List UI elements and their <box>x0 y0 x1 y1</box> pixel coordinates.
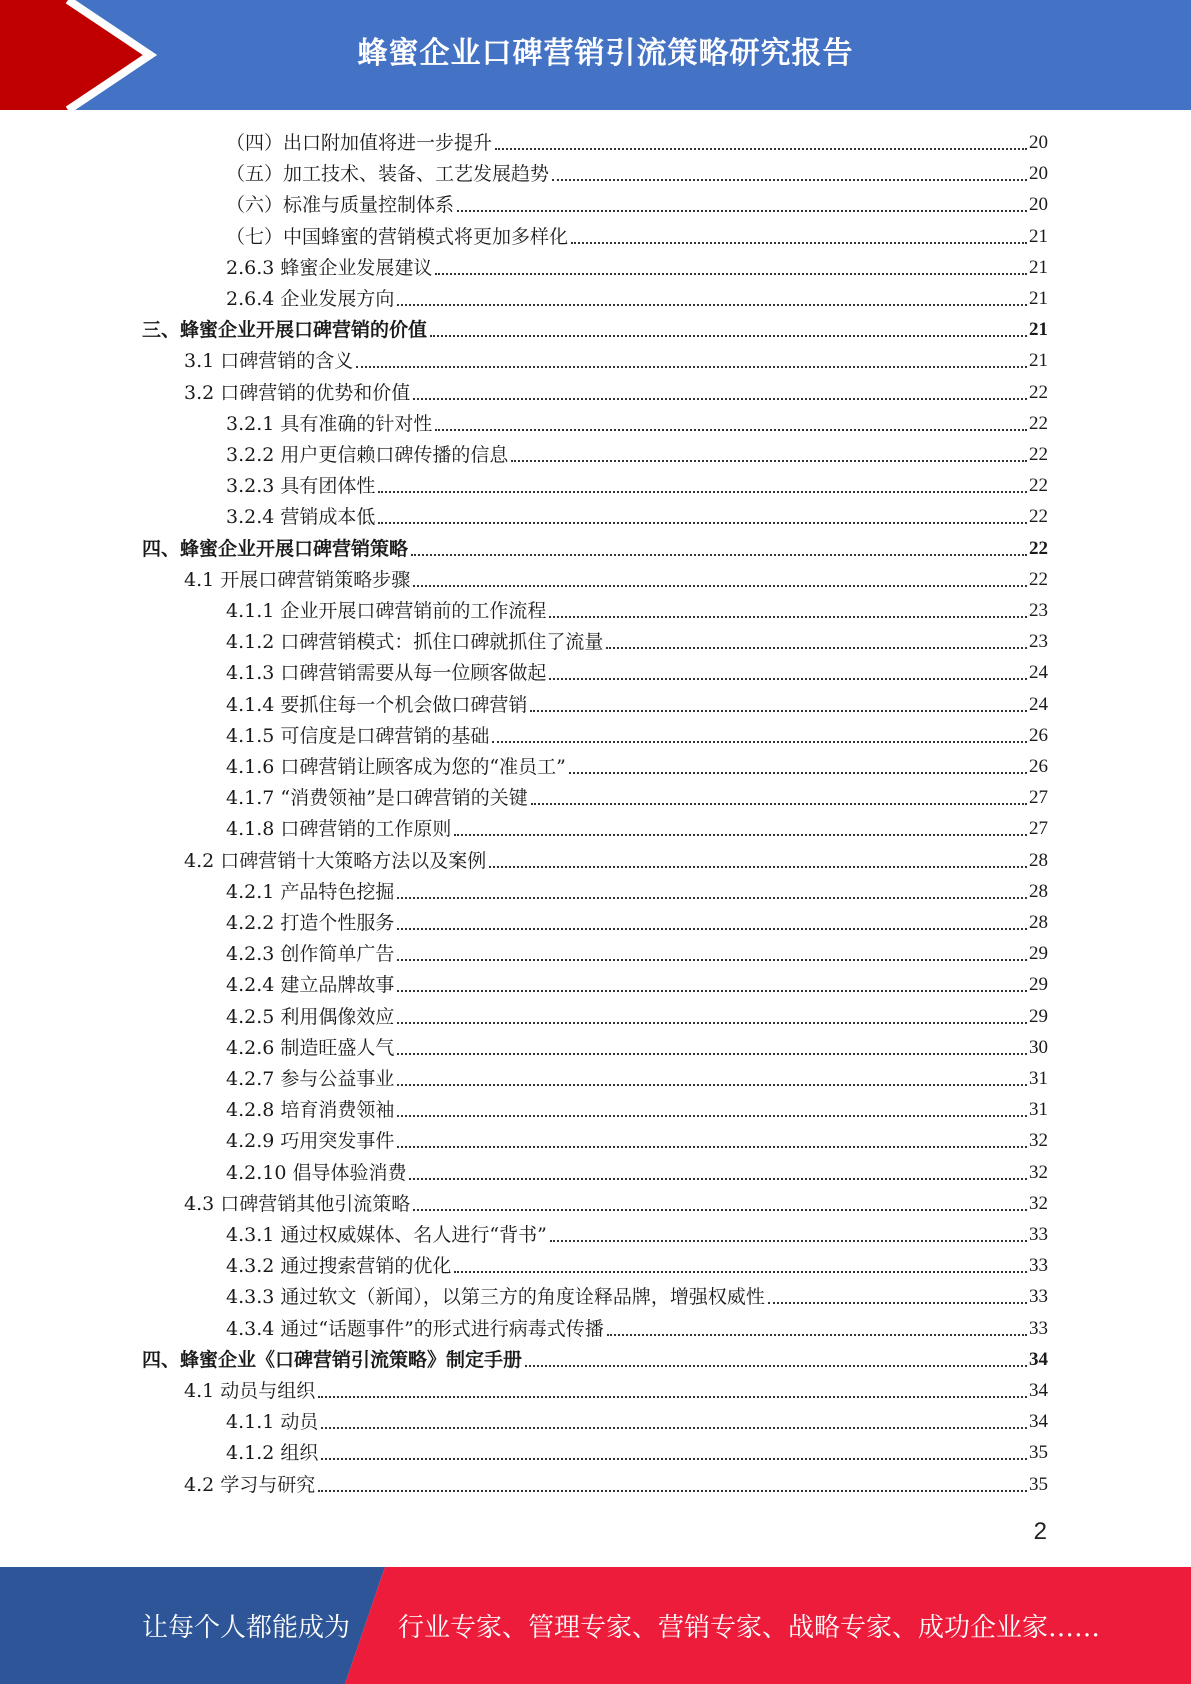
toc-entry[interactable] <box>184 1376 1048 1404</box>
toc-entry[interactable] <box>226 939 1048 967</box>
toc-leader-dots <box>550 1240 1027 1242</box>
footer-slogan-right: 行业专家、管理专家、营销专家、战略专家、成功企业家…… <box>398 1613 1101 1643</box>
toc-leader-dots <box>411 554 1027 556</box>
toc-leader-dots <box>435 429 1027 431</box>
toc-entry[interactable] <box>226 1064 1048 1092</box>
toc-entry[interactable] <box>226 1126 1048 1154</box>
toc-entry-title: 4.1.2 组织 <box>226 1442 319 1465</box>
toc-leader-dots <box>768 1302 1027 1304</box>
toc-leader-dots <box>549 616 1027 618</box>
toc-entry[interactable] <box>226 1033 1048 1061</box>
toc-entry-page: 20 <box>1029 194 1048 216</box>
toc-entry-page: 28 <box>1029 849 1048 871</box>
toc-entry-page: 32 <box>1029 1192 1048 1214</box>
toc-entry[interactable] <box>226 284 1048 312</box>
toc-entry-page: 22 <box>1029 381 1048 403</box>
toc-leader-dots <box>530 710 1027 712</box>
toc-leader-dots <box>397 897 1027 899</box>
toc-entry-page: 31 <box>1029 1068 1048 1089</box>
toc-entry[interactable] <box>226 222 1048 250</box>
toc-entry-title: 4.1.2 口碑营销模式：抓住口碑就抓住了流量 <box>226 631 604 654</box>
toc-entry[interactable] <box>226 970 1048 998</box>
toc-entry-title: 4.1.3 口碑营销需要从每一位顾客做起 <box>226 662 547 685</box>
toc-entry-title: 3.2.3 具有团体性 <box>226 475 376 498</box>
toc-entry-title: 4.2.7 参与公益事业 <box>226 1068 395 1090</box>
toc-leader-dots <box>397 990 1027 992</box>
page-footer <box>0 1567 1191 1684</box>
toc-entry[interactable] <box>226 752 1048 780</box>
toc-leader-dots <box>571 242 1027 244</box>
toc-entry-page: 24 <box>1029 662 1048 684</box>
toc-entry-page: 29 <box>1029 943 1048 965</box>
toc-leader-dots <box>397 1115 1027 1117</box>
toc-entry-title: 4.1 动员与组织 <box>184 1380 316 1402</box>
toc-entry-title: 4.3.4 通过“话题事件”的形式进行病毒式传播 <box>226 1317 604 1340</box>
toc-leader-dots <box>413 585 1027 587</box>
toc-entry-page: 28 <box>1029 880 1048 902</box>
toc-entry-title: 4.1.8 口碑营销的工作原则 <box>226 818 452 841</box>
toc-entry-page: 21 <box>1029 256 1048 278</box>
toc-entry[interactable] <box>184 346 1048 374</box>
toc-entry-page: 21 <box>1029 225 1048 247</box>
toc-entry[interactable] <box>226 1407 1048 1435</box>
toc-leader-dots <box>321 1458 1027 1460</box>
report-title: 蜂蜜企业口碑营销引流策略研究报告 <box>357 36 854 71</box>
toc-leader-dots <box>378 522 1027 524</box>
toc-entry-title: 3.1 口碑营销的含义 <box>184 350 354 373</box>
toc-entry[interactable] <box>226 409 1048 437</box>
toc-leader-dots <box>531 803 1027 805</box>
toc-entry[interactable] <box>226 1002 1048 1030</box>
page-number: 2 <box>1033 1518 1047 1545</box>
toc-entry-title: 4.1 开展口碑营销策略步骤 <box>184 568 411 591</box>
toc-entry[interactable] <box>226 814 1048 842</box>
toc-entry-title: 4.1.1 动员 <box>226 1411 319 1434</box>
toc-entry[interactable] <box>184 565 1048 593</box>
toc-entry-title: 4.3.2 通过搜索营销的优化 <box>226 1255 452 1278</box>
toc-entry-page: 32 <box>1029 1130 1048 1152</box>
toc-entry-title: （四）出口附加值将进一步提升 <box>226 132 493 154</box>
toc-entry-page: 27 <box>1029 818 1048 840</box>
toc-entry-page: 29 <box>1029 1005 1048 1027</box>
toc-entry-title: 4.2.6 制造旺盛人气 <box>226 1036 395 1059</box>
toc-leader-dots <box>525 1365 1027 1367</box>
toc-entry[interactable] <box>226 721 1048 749</box>
toc-entry-title: 4.1.4 要抓住每一个机会做口碑营销 <box>226 693 528 716</box>
toc-entry-title: （七）中国蜂蜜的营销模式将更加多样化 <box>226 225 569 248</box>
toc-leader-dots <box>489 866 1027 868</box>
toc-leader-dots <box>356 366 1027 368</box>
toc-entry-title: 4.2.5 利用偶像效应 <box>226 1005 395 1028</box>
toc-leader-dots <box>413 1209 1027 1211</box>
toc-leader-dots <box>607 1334 1027 1336</box>
page-header <box>0 0 1191 110</box>
toc-entry-title: 4.1.1 企业开展口碑营销前的工作流程 <box>226 600 547 622</box>
toc-entry-title: 4.2.9 巧用突发事件 <box>226 1130 395 1153</box>
toc-entry[interactable] <box>226 596 1048 624</box>
toc-entry-page: 22 <box>1029 537 1048 559</box>
toc-leader-dots <box>430 335 1027 337</box>
toc-entry-page: 22 <box>1029 444 1048 465</box>
toc-entry-title: 4.2.8 培育消费领袖 <box>226 1099 395 1122</box>
toc-leader-dots <box>318 1490 1027 1492</box>
toc-entry[interactable] <box>142 1345 1048 1373</box>
toc-entry-title: 4.1.7 “消费领袖”是口碑营销的关键 <box>226 787 528 810</box>
toc-entry-title: 4.2 学习与研究 <box>184 1473 316 1496</box>
toc-entry[interactable] <box>226 440 1048 468</box>
toc-entry-title: 2.6.4 企业发展方向 <box>226 288 395 310</box>
toc-entry-page: 24 <box>1029 693 1048 715</box>
toc-entry-page: 33 <box>1029 1286 1048 1308</box>
toc-leader-dots <box>397 1022 1027 1024</box>
toc-entry-title: 3.2.4 营销成本低 <box>226 506 376 529</box>
toc-entry-title: 4.2.10 倡导体验消费 <box>226 1161 407 1184</box>
toc-entry-page: 29 <box>1029 974 1048 996</box>
toc-entry[interactable] <box>226 471 1048 499</box>
toc-entry-page: 22 <box>1029 506 1048 528</box>
toc-entry-page: 23 <box>1029 600 1048 621</box>
toc-leader-dots <box>397 928 1027 930</box>
toc-entry[interactable] <box>226 1251 1048 1279</box>
toc-entry-title: 4.2.4 建立品牌故事 <box>226 974 395 997</box>
toc-entry-page: 27 <box>1029 787 1048 809</box>
toc-entry[interactable] <box>226 128 1048 156</box>
toc-entry-page: 34 <box>1029 1380 1048 1401</box>
toc-entry[interactable] <box>226 253 1048 281</box>
toc-entry-page: 33 <box>1029 1317 1048 1339</box>
toc-entry-page: 35 <box>1029 1442 1048 1464</box>
toc-entry[interactable] <box>226 1282 1048 1310</box>
toc-entry-title: 4.3 口碑营销其他引流策略 <box>184 1192 411 1215</box>
toc-entry-title: 四、蜂蜜企业开展口碑营销策略 <box>142 537 409 560</box>
toc-leader-dots <box>492 741 1027 743</box>
toc-entry-page: 34 <box>1029 1411 1048 1433</box>
toc-entry-title: 四、蜂蜜企业《口碑营销引流策略》制定手册 <box>142 1348 523 1371</box>
toc-entry-title: 4.2 口碑营销十大策略方法以及案例 <box>184 849 487 872</box>
toc-entry-title: （六）标准与质量控制体系 <box>226 194 455 217</box>
toc-entry-page: 22 <box>1029 568 1048 590</box>
toc-entry[interactable] <box>142 315 1048 343</box>
toc-entry-page: 20 <box>1029 163 1048 185</box>
toc-leader-dots <box>413 398 1027 400</box>
toc-entry-title: 4.2.2 打造个性服务 <box>226 912 395 934</box>
toc-entry[interactable] <box>226 1314 1048 1342</box>
toc-leader-dots <box>511 460 1027 462</box>
toc-leader-dots <box>549 678 1027 680</box>
toc-entry-title: 三、蜂蜜企业开展口碑营销的价值 <box>142 319 428 342</box>
toc-entry-title: 4.2.1 产品特色挖掘 <box>226 880 395 903</box>
toc-leader-dots <box>454 834 1027 836</box>
toc-entry-title: 4.1.5 可信度是口碑营销的基础 <box>226 724 490 747</box>
toc-leader-dots <box>397 1084 1027 1086</box>
toc-leader-dots <box>397 304 1027 306</box>
toc-entry-page: 35 <box>1029 1473 1048 1495</box>
toc-entry-page: 22 <box>1029 475 1048 497</box>
toc-leader-dots <box>495 148 1027 150</box>
toc-leader-dots <box>435 273 1027 275</box>
toc-entry-page: 28 <box>1029 912 1048 933</box>
toc-entry-page: 33 <box>1029 1224 1048 1245</box>
toc-entry[interactable] <box>226 1095 1048 1123</box>
toc-entry[interactable] <box>226 502 1048 530</box>
toc-leader-dots <box>397 1053 1027 1055</box>
toc-entry[interactable] <box>226 1438 1048 1466</box>
toc-entry[interactable] <box>226 1158 1048 1186</box>
toc-entry[interactable] <box>226 627 1048 655</box>
toc-entry[interactable] <box>142 534 1048 562</box>
toc-leader-dots <box>454 1271 1027 1273</box>
toc-entry-page: 21 <box>1029 288 1048 309</box>
toc-leader-dots <box>457 210 1027 212</box>
toc-entry-title: 4.2.3 创作简单广告 <box>226 943 395 966</box>
toc-leader-dots <box>409 1178 1027 1180</box>
toc-leader-dots <box>378 491 1027 493</box>
toc-entry[interactable] <box>226 690 1048 718</box>
toc-entry-title: 3.2.2 用户更信赖口碑传播的信息 <box>226 444 509 466</box>
toc-leader-dots <box>552 179 1027 181</box>
toc-entry-page: 32 <box>1029 1161 1048 1183</box>
toc-leader-dots <box>569 772 1027 774</box>
toc-entry[interactable] <box>184 846 1048 874</box>
toc-entry-title: 2.6.3 蜂蜜企业发展建议 <box>226 256 433 279</box>
toc-leader-dots <box>318 1396 1027 1398</box>
toc-entry[interactable] <box>226 190 1048 218</box>
toc-entry[interactable] <box>184 1189 1048 1217</box>
toc-entry-page: 22 <box>1029 412 1048 434</box>
toc-entry-title: 3.2.1 具有准确的针对性 <box>226 412 433 435</box>
toc-entry-title: 4.1.6 口碑营销让顾客成为您的“准员工” <box>226 756 566 778</box>
toc-entry[interactable] <box>184 1470 1048 1498</box>
toc-leader-dots <box>397 1146 1027 1148</box>
toc-entry-page: 26 <box>1029 756 1048 777</box>
toc-entry[interactable] <box>226 783 1048 811</box>
toc-entry-page: 33 <box>1029 1255 1048 1277</box>
toc-entry-title: 3.2 口碑营销的优势和价值 <box>184 381 411 404</box>
toc-entry-page: 20 <box>1029 132 1048 153</box>
toc-entry-page: 34 <box>1029 1348 1048 1370</box>
toc-leader-dots <box>321 1427 1027 1429</box>
toc-entry-page: 23 <box>1029 631 1048 653</box>
toc-entry-title: （五）加工技术、装备、工艺发展趋势 <box>226 163 550 186</box>
toc-entry-page: 30 <box>1029 1036 1048 1058</box>
toc-entry-title: 4.3.3 通过软文（新闻），以第三方的角度诠释品牌，增强权威性 <box>226 1286 765 1309</box>
toc-entry-page: 21 <box>1029 319 1048 341</box>
toc-entry[interactable] <box>184 378 1048 406</box>
toc-entry[interactable] <box>226 877 1048 905</box>
toc-entry-page: 26 <box>1029 724 1048 746</box>
toc-entry[interactable] <box>226 1220 1048 1248</box>
toc-entry[interactable] <box>226 908 1048 936</box>
toc-entry-title: 4.3.1 通过权威媒体、名人进行“背书” <box>226 1224 547 1246</box>
toc-leader-dots <box>397 959 1027 961</box>
toc-entry-page: 31 <box>1029 1099 1048 1121</box>
toc-leader-dots <box>606 647 1027 649</box>
toc-entry[interactable] <box>226 159 1048 187</box>
toc-entry[interactable] <box>226 658 1048 686</box>
footer-slogan-left: 让每个人都能成为 <box>142 1613 351 1643</box>
toc-entry-page: 21 <box>1029 350 1048 372</box>
